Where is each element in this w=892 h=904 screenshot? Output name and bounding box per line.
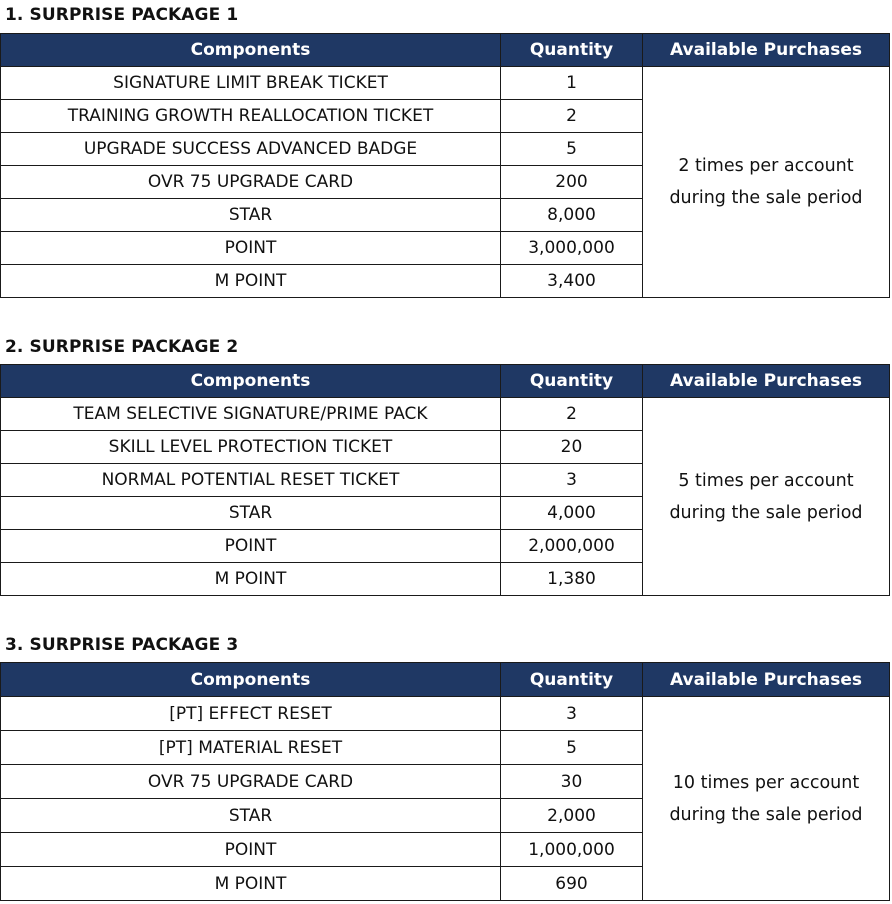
quantity-cell: 3,400 — [501, 265, 643, 298]
component-cell: M POINT — [1, 563, 501, 596]
component-cell: TEAM SELECTIVE SIGNATURE/PRIME PACK — [1, 398, 501, 431]
quantity-cell: 3,000,000 — [501, 232, 643, 265]
purchase-limit-text: 2 times per account — [678, 156, 854, 176]
package-1-title: 1. SURPRISE PACKAGE 1 — [5, 5, 239, 25]
quantity-cell: 3 — [501, 464, 643, 497]
table-row — [1, 697, 890, 731]
package-2-title: 2. SURPRISE PACKAGE 2 — [5, 337, 239, 357]
component-cell: UPGRADE SUCCESS ADVANCED BADGE — [1, 133, 501, 166]
component-cell: POINT — [1, 232, 501, 265]
table-header-row — [1, 34, 890, 67]
purchase-limit-text: 10 times per account — [672, 772, 860, 793]
purchase-limit-text: 5 times per account — [678, 470, 854, 491]
quantity-cell: 4,000 — [501, 497, 643, 530]
quantity-cell: 3 — [501, 697, 643, 731]
quantity-cell: 5 — [501, 133, 643, 166]
quantity-cell: 1,000,000 — [501, 833, 643, 867]
component-cell: [PT] MATERIAL RESET — [1, 731, 501, 765]
quantity-cell: 20 — [501, 431, 643, 464]
component-cell: NORMAL POTENTIAL RESET TICKET — [1, 464, 501, 497]
quantity-cell: 200 — [501, 166, 643, 199]
component-cell: STAR — [1, 199, 501, 232]
components-header: Components — [1, 663, 501, 697]
package-2-table — [0, 364, 890, 596]
components-header: Components — [1, 365, 501, 398]
component-cell: STAR — [1, 497, 501, 530]
quantity-cell: 2 — [501, 100, 643, 133]
components-header: Components — [1, 34, 501, 67]
package-3-title: 3. SURPRISE PACKAGE 3 — [5, 635, 239, 655]
component-cell: M POINT — [1, 867, 501, 901]
purchases-header: Available Purchases — [643, 365, 890, 398]
table-row — [1, 67, 890, 100]
table-header-row — [1, 663, 890, 697]
quantity-cell: 2,000 — [501, 799, 643, 833]
package-1-table — [0, 33, 890, 298]
quantity-cell: 1,380 — [501, 563, 643, 596]
purchase-period-text: during the sale period — [669, 804, 863, 825]
quantity-cell: 690 — [501, 867, 643, 901]
package-3-table — [0, 662, 890, 901]
purchase-period-text: during the sale period — [669, 188, 863, 208]
component-cell: OVR 75 UPGRADE CARD — [1, 765, 501, 799]
quantity-header: Quantity — [501, 663, 643, 697]
component-cell: M POINT — [1, 265, 501, 298]
quantity-header: Quantity — [501, 365, 643, 398]
component-cell: TRAINING GROWTH REALLOCATION TICKET — [1, 100, 501, 133]
purchase-period-text: during the sale period — [669, 502, 863, 523]
quantity-cell: 1 — [501, 67, 643, 100]
quantity-cell: 2 — [501, 398, 643, 431]
available-purchases-cell — [643, 398, 890, 596]
component-cell: SKILL LEVEL PROTECTION TICKET — [1, 431, 501, 464]
component-cell: SIGNATURE LIMIT BREAK TICKET — [1, 67, 501, 100]
quantity-cell: 5 — [501, 731, 643, 765]
quantity-header: Quantity — [501, 34, 643, 67]
component-cell: OVR 75 UPGRADE CARD — [1, 166, 501, 199]
quantity-cell: 2,000,000 — [501, 530, 643, 563]
table-row — [1, 398, 890, 431]
quantity-cell: 8,000 — [501, 199, 643, 232]
available-purchases-cell — [643, 67, 890, 298]
purchases-header: Available Purchases — [643, 663, 890, 697]
available-purchases-cell — [643, 697, 890, 901]
component-cell: POINT — [1, 530, 501, 563]
purchases-header: Available Purchases — [643, 34, 890, 67]
component-cell: [PT] EFFECT RESET — [1, 697, 501, 731]
component-cell: STAR — [1, 799, 501, 833]
component-cell: POINT — [1, 833, 501, 867]
table-header-row — [1, 365, 890, 398]
quantity-cell: 30 — [501, 765, 643, 799]
